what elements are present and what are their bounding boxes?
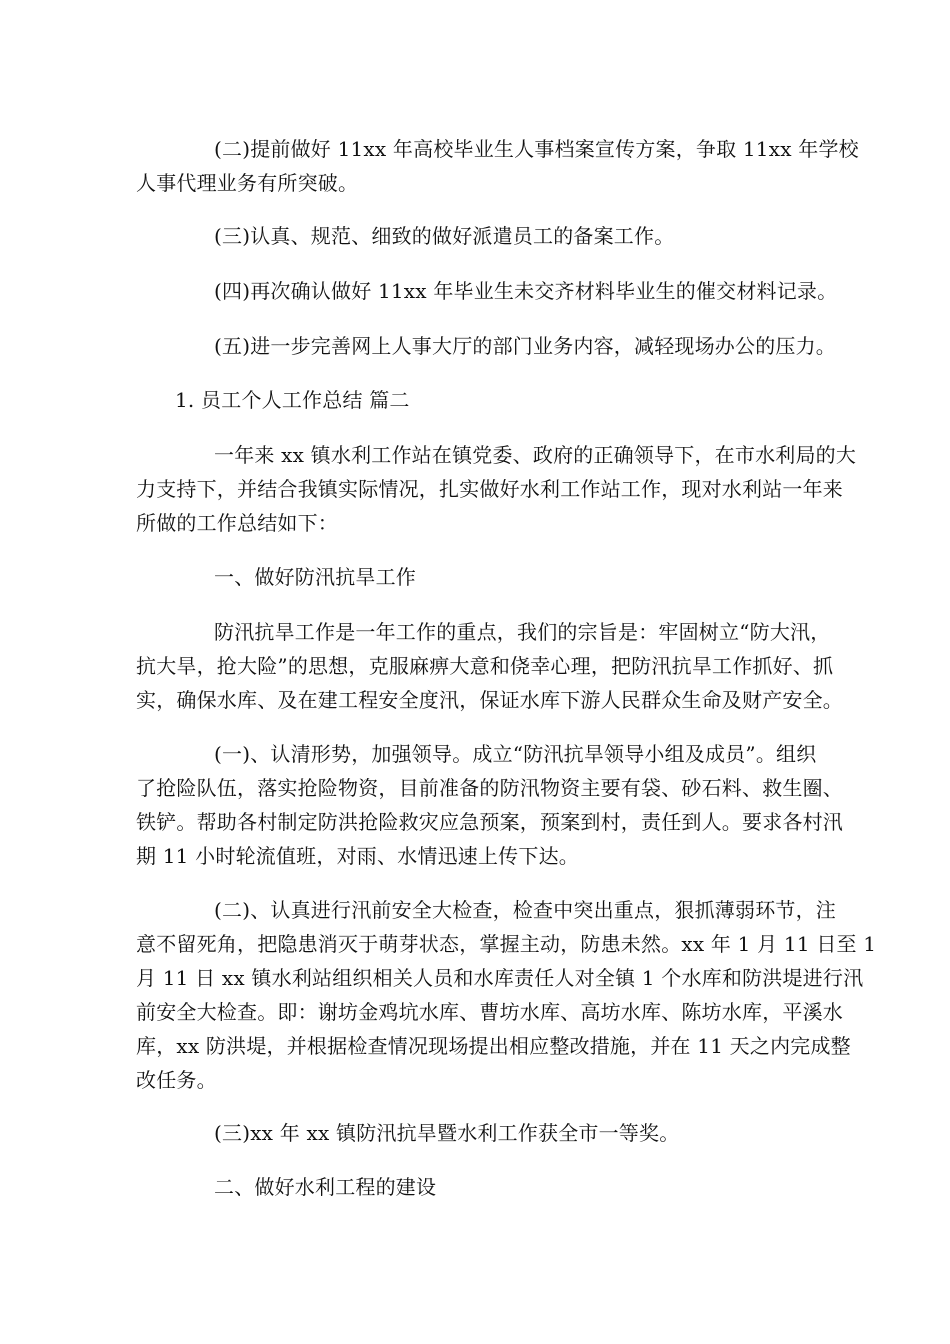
paragraph-line: 防汛抗旱工作是一年工作的重点，我们的宗旨是：牢固树立“防大汛， bbox=[214, 620, 831, 644]
paragraph-line: 库，xx 防洪堤，并根据检查情况现场提出相应整改措施，并在 11 天之内完成整 bbox=[136, 1034, 851, 1058]
paragraph-line: 了抢险队伍，落实抢险物资，目前准备的防汛物资主要有袋、砂石料、救生圈、 bbox=[136, 776, 843, 800]
paragraph-line: (三)认真、规范、细致的做好派遣员工的备案工作。 bbox=[214, 224, 675, 248]
paragraph-line: (四)再次确认做好 11xx 年毕业生未交齐材料毕业生的催交材料记录。 bbox=[214, 279, 838, 303]
paragraph-line: (二)、认真进行汛前安全大检查，检查中突出重点，狠抓薄弱环节，注 bbox=[214, 898, 837, 922]
paragraph-line: (二)提前做好 11xx 年高校毕业生人事档案宣传方案，争取 11xx 年学校 bbox=[214, 137, 859, 161]
paragraph-line: 月 11 日 xx 镇水利站组织相关人员和水库责任人对全镇 1 个水库和防洪堤进行汛 bbox=[136, 966, 864, 990]
paragraph-line: (一)、认清形势，加强领导。成立“防汛抗旱领导小组及成员”。组织 bbox=[214, 742, 817, 766]
paragraph-line: (三)xx 年 xx 镇防汛抗旱暨水利工作获全市一等奖。 bbox=[214, 1121, 680, 1145]
paragraph-line: 意不留死角，把隐患消灭于萌芽状态，掌握主动，防患未然。xx 年 1 月 11 日至 1 bbox=[136, 932, 877, 956]
section-heading: 二、做好水利工程的建设 bbox=[214, 1175, 437, 1199]
paragraph-line: 一年来 xx 镇水利工作站在镇党委、政府的正确领导下，在市水利局的大 bbox=[214, 443, 857, 467]
section-heading: 一、做好防汛抗旱工作 bbox=[214, 565, 416, 589]
paragraph-line: 铁铲。帮助各村制定防洪抢险救灾应急预案，预案到村，责任到人。要求各村汛 bbox=[136, 810, 843, 834]
paragraph-line: 实，确保水库、及在建工程安全度汛，保证水库下游人民群众生命及财产安全。 bbox=[136, 688, 843, 712]
paragraph-line: 期 11 小时轮流值班，对雨、水情迅速上传下达。 bbox=[136, 844, 579, 868]
paragraph-line: (五)进一步完善网上人事大厅的部门业务内容，减轻现场办公的压力。 bbox=[214, 334, 837, 358]
paragraph-line: 力支持下，并结合我镇实际情况，扎实做好水利工作站工作，现对水利站一年来 bbox=[136, 477, 843, 501]
paragraph-line: 前安全大检查。即：谢坊金鸡坑水库、曹坊水库、高坊水库、陈坊水库，平溪水 bbox=[136, 1000, 843, 1024]
section-heading: 1. 员工个人工作总结 篇二 bbox=[175, 388, 410, 412]
paragraph-line: 所做的工作总结如下： bbox=[136, 511, 338, 535]
paragraph-line: 人事代理业务有所突破。 bbox=[136, 171, 359, 195]
paragraph-line: 改任务。 bbox=[136, 1068, 217, 1092]
paragraph-line: 抗大旱，抢大险”的思想，克服麻痹大意和侥幸心理，把防汛抗旱工作抓好、抓 bbox=[136, 654, 834, 678]
